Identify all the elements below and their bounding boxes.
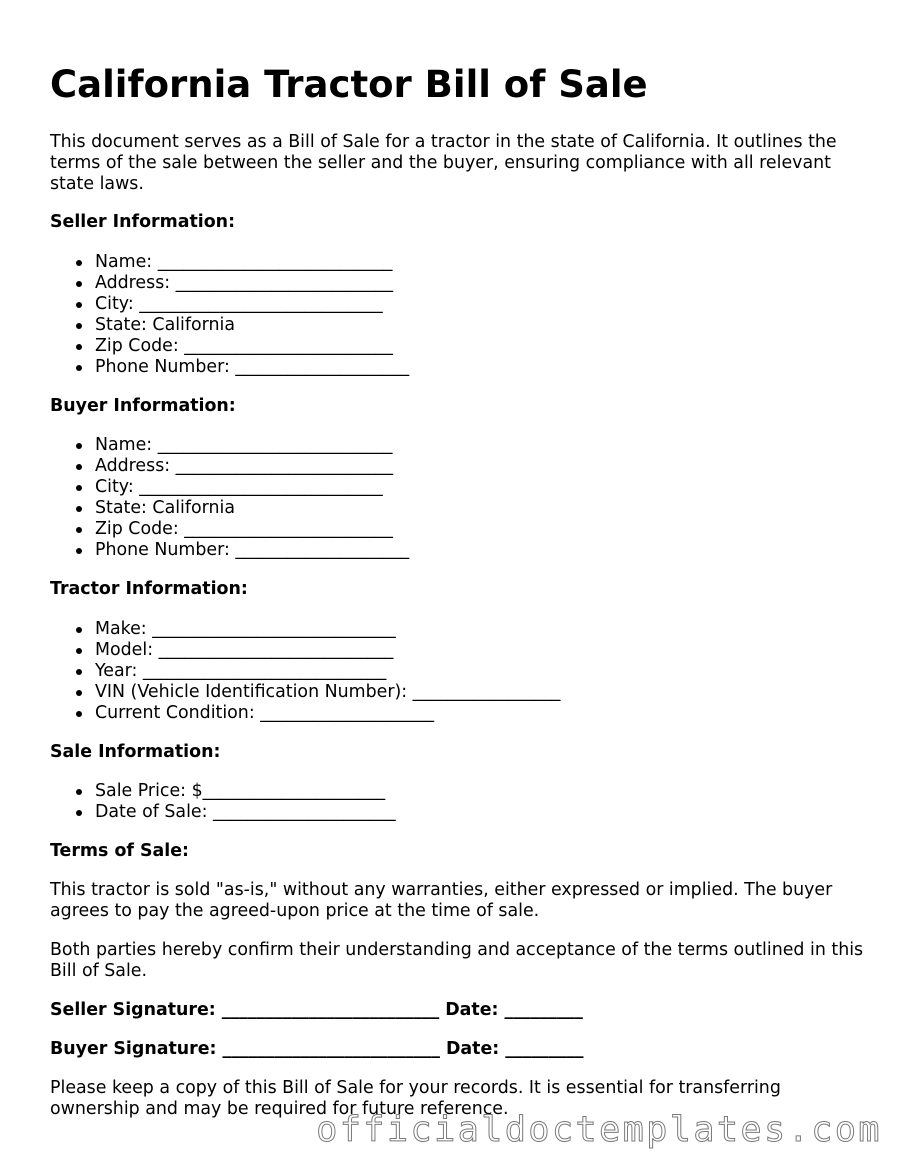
tractor-vin-field: VIN (Vehicle Identification Number): _________________ (95, 682, 561, 702)
seller-signature-line: Seller Signature: _________________________ Date: _________ (50, 1000, 583, 1020)
terms-paragraph-as-is: This tractor is sold "as-is," without any warranties, either expressed or implied. The buyer agrees to pay the agreed-upon price at the time of sale. (50, 880, 833, 921)
seller-name-field: Name: ___________________________ (95, 252, 409, 273)
sale-fields-list (50, 781, 396, 823)
seller-address-field: Address: _________________________ (95, 273, 409, 294)
sale-price-field: Sale Price: $_____________________ (95, 781, 396, 802)
buyer-phone-field: Phone Number: ____________________ (95, 540, 410, 560)
seller-fields-list (50, 252, 409, 378)
sale-heading: Sale Information: (50, 742, 221, 762)
buyer-name-field: Name: ___________________________ (95, 435, 409, 456)
terms-heading: Terms of Sale: (50, 841, 189, 861)
tractor-year-field: Year: ____________________________ (95, 661, 560, 682)
tractor-heading: Tractor Information: (50, 579, 248, 599)
seller-zip-field: Zip Code: ________________________ (95, 336, 409, 357)
buyer-signature-line: Buyer Signature: _________________________ Date: _________ (50, 1039, 584, 1059)
sale-date-field: Date of Sale: _____________________ (95, 802, 396, 822)
document-title: California Tractor Bill of Sale (50, 63, 648, 106)
tractor-fields-list (50, 619, 560, 724)
tractor-model-field: Model: ___________________________ (95, 640, 560, 661)
footer-note: Please keep a copy of this Bill of Sale for your records. It is essential for transferring ownership and may be required for future reference. (50, 1078, 781, 1119)
tractor-condition-field: Current Condition: ____________________ (95, 703, 560, 724)
tractor-make-field: Make: ____________________________ (95, 619, 560, 640)
seller-city-field: City: ____________________________ (95, 294, 409, 315)
seller-phone-field: Phone Number: ____________________ (95, 357, 410, 377)
seller-state-field: State: California (95, 315, 409, 336)
buyer-state-field: State: California (95, 498, 409, 519)
watermark-text: officialdoctemplates.com (316, 1110, 882, 1150)
buyer-zip-field: Zip Code: ________________________ (95, 519, 409, 540)
buyer-fields-list (50, 435, 409, 561)
intro-paragraph: This document serves as a Bill of Sale for a tractor in the state of California. It outlines the terms of the sale between the seller and the buyer, ensuring compliance with all relevant state laws. (50, 132, 837, 194)
buyer-heading: Buyer Information: (50, 396, 236, 416)
buyer-city-field: City: ____________________________ (95, 477, 409, 498)
seller-heading: Seller Information: (50, 212, 236, 232)
buyer-address-field: Address: _________________________ (95, 456, 409, 477)
terms-paragraph-acceptance: Both parties hereby confirm their understanding and acceptance of the terms outlined in this Bill of Sale. (50, 940, 864, 981)
